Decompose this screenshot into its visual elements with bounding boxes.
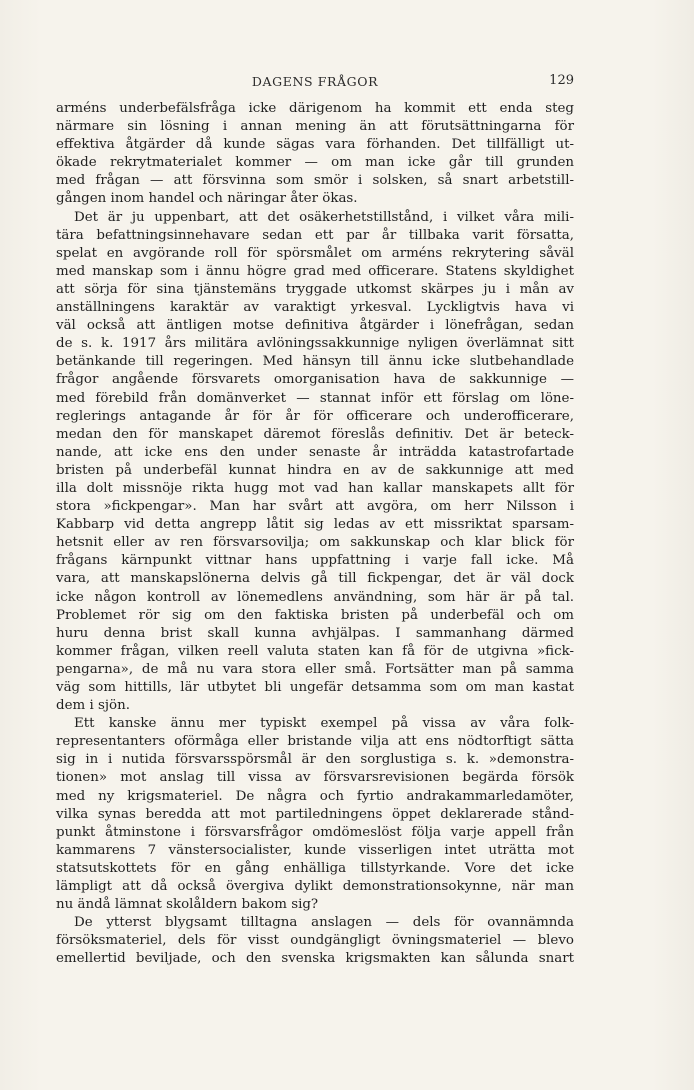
text-line: väl också att äntligen motse definitiva åtgärder i lönefrågan, sedan xyxy=(56,318,574,334)
text-line: frågans kärnpunkt vittnar hans uppfattning i varje fall icke. Må xyxy=(56,553,574,569)
text-line: närmare sin lösning i annan mening än att förutsättningarna för xyxy=(56,119,574,135)
text-line: tionen» mot anslag till vissa av försvarsrevisionen begärda försök xyxy=(56,770,574,786)
text-line: effektiva åtgärder då kunde sägas vara förhanden. Det tillfälligt ut- xyxy=(56,137,574,153)
text-line: nu ändå lämnat skolåldern bakom sig? xyxy=(56,897,319,913)
text-line: icke någon kontroll av lönemedlens användning, som här är på tal. xyxy=(56,589,574,605)
text-line: frågor angående försvarets omorganisation hava de sakkunnige — xyxy=(56,372,574,388)
text-line: ökade rekrytmaterialet kommer — om man icke går till grunden xyxy=(56,155,574,171)
text-line: väg som hittills, lär utbytet bli ungefär detsamma som om man kastat xyxy=(56,680,574,695)
text-line: stora »fickpengar». Man har svårt att avgöra, om herr Nilsson i xyxy=(56,499,574,515)
text-line: sig in i nutida försvarsspörsmål är den sorglustiga s. k. »demonstra- xyxy=(56,752,574,768)
body-text xyxy=(56,100,574,969)
page-header xyxy=(56,72,574,92)
text-line: nande, att icke ens den under senaste år inträdda katastrofartade xyxy=(56,444,574,460)
text-line: illa dolt missnöje rikta hugg mot vad han kallar manskapets allt för xyxy=(56,480,574,496)
text-line: kommer frågan, vilken reell valuta staten kan få för de utgivna »fick- xyxy=(56,643,574,659)
text-line: Det är ju uppenbart, att det osäkerhetstillstånd, i vilket våra mili- xyxy=(74,209,574,225)
text-line: kammarens 7 vänstersocialister, kunde visserligen intet uträtta mot xyxy=(56,842,574,858)
text-line: representanters oförmåga eller bristande vilja att ens nödtorftigt sätta xyxy=(56,734,574,750)
text-line: emellertid beviljade, och den svenska krigsmakten kan sålunda snart xyxy=(56,951,574,967)
text-line: tära befattningsinnehavare sedan ett par år tillbaka varit försatta, xyxy=(56,227,574,243)
text-line: med ny krigsmateriel. De några och fyrtio andrakammarledamöter, xyxy=(56,788,574,804)
text-line: anställningens karaktär av varaktigt yrkesval. Lyckligtvis hava vi xyxy=(56,300,574,316)
text-line: med förebild från domänverket — stannat inför ett förslag om löne- xyxy=(56,390,574,406)
page-number: 129 xyxy=(549,73,574,88)
text-line: medan den för manskapet däremot föreslås definitiv. Det är beteck- xyxy=(56,426,574,442)
text-line: Ett kanske ännu mer typiskt exempel på vissa av våra folk- xyxy=(74,716,574,732)
text-line: reglerings antagande år för år för officerare och underofficerare, xyxy=(56,408,574,424)
text-line: med manskap som i ännu högre grad med officerare. Statens skyldighet xyxy=(56,263,574,279)
text-line: Problemet rör sig om den faktiska bristen på underbefäl och om xyxy=(56,607,574,623)
text-line: Kabbarp vid detta angrepp låtit sig ledas av ett missriktat sparsam- xyxy=(56,517,574,533)
text-line: arméns underbefälsfråga icke därigenom ha kommit ett enda steg xyxy=(56,101,574,116)
text-line: bristen på underbefäl kunnat hindra en av de sakkunnige att med xyxy=(56,462,574,478)
text-line: gången inom handel och näringar åter ökas. xyxy=(56,191,358,207)
text-line: punkt åtminstone i försvarsfrågor omdömeslöst följa varje appell från xyxy=(56,824,574,840)
text-line: lämpligt att då också övergiva dylikt demonstrationsokynne, när man xyxy=(56,879,574,895)
running-title: DAGENS FRÅGOR xyxy=(251,74,379,89)
text-line: De ytterst blygsamt tilltagna anslagen — dels för ovannämnda xyxy=(74,915,574,931)
text-line: hetsnit eller av ren försvarsovilja; om sakkunskap och klar blick för xyxy=(56,535,574,551)
text-line: vara, att manskapslönerna delvis gå till fickpengar, det är väl dock xyxy=(56,571,574,587)
text-line: vilka synas beredda att mot partiledningens öppet deklarerade stånd- xyxy=(56,806,574,822)
text-line: de s. k. 1917 års militära avlöningssakkunnige nyligen överlämnat sitt xyxy=(56,336,574,352)
text-line: att sörja för sina tjänstemäns tryggade utkomst skärpes ju i mån av xyxy=(56,281,574,297)
text-line: statsutskottets för en gång enhälliga tillstyrkande. Vore det icke xyxy=(56,860,574,876)
text-line: försöksmateriel, dels för visst oundgängligt övningsmateriel — blevo xyxy=(56,933,574,949)
text-line: betänkande till regeringen. Med hänsyn till ännu icke slutbehandlade xyxy=(56,354,574,370)
text-line: spelat en avgörande roll för spörsmålet om arméns rekrytering såväl xyxy=(56,245,574,261)
text-line: huru denna brist skall kunna avhjälpas. I sammanhang därmed xyxy=(56,625,574,641)
text-line: med frågan — att försvinna som smör i solsken, så snart arbetstill- xyxy=(56,173,574,189)
text-line: dem i sjön. xyxy=(56,698,130,714)
text-line: pengarna», de må nu vara stora eller små. Fortsätter man på samma xyxy=(56,661,574,677)
